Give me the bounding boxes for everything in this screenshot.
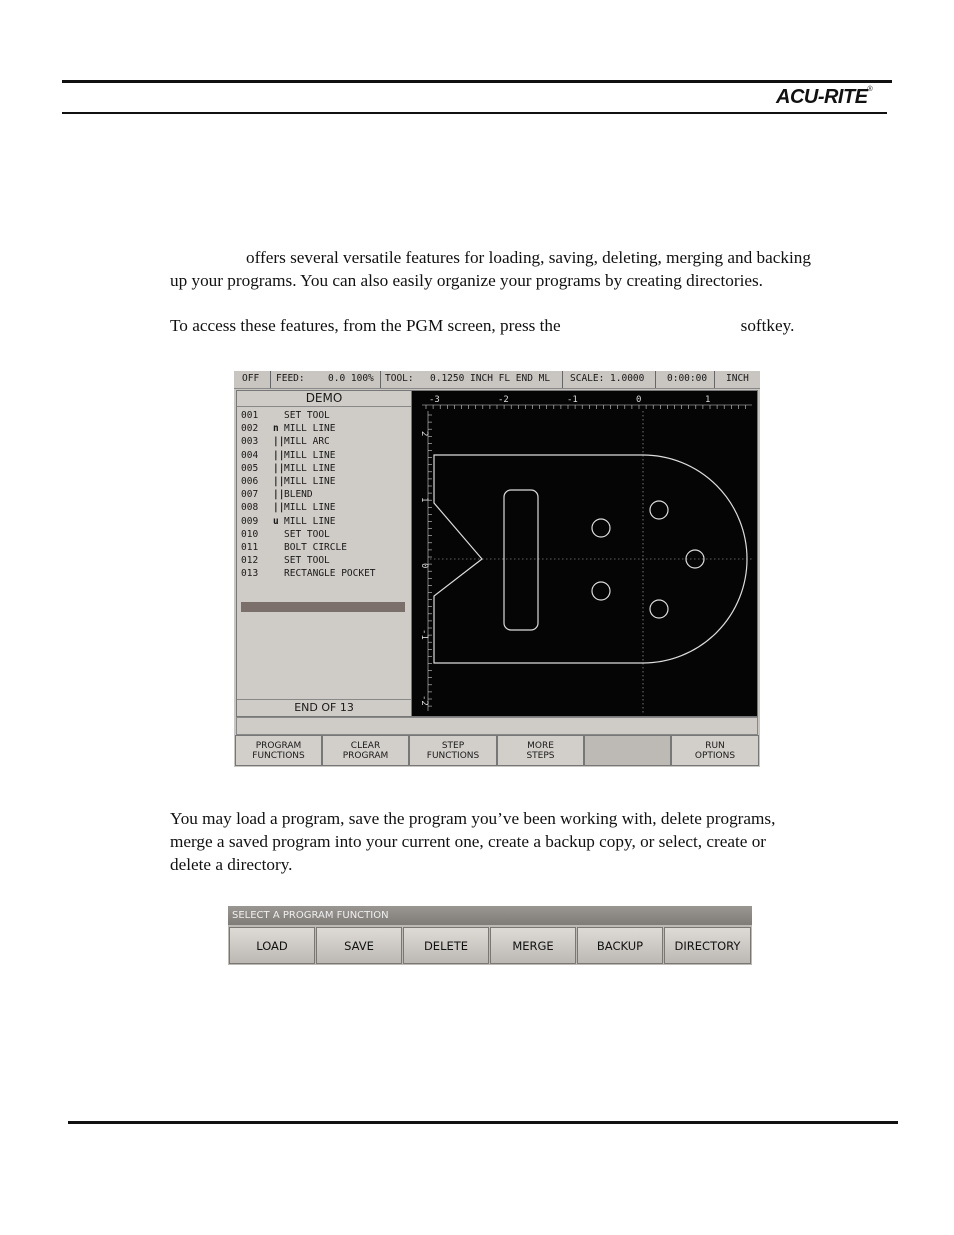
- step-marker: ||: [273, 436, 285, 448]
- program-step-row[interactable]: [241, 488, 376, 501]
- step-name: MILL LINE: [284, 423, 336, 435]
- step-marker: u: [273, 515, 279, 527]
- step-number: 001: [241, 410, 259, 421]
- x-ruler-label: 0: [636, 395, 642, 405]
- program-title: DEMO: [237, 391, 411, 407]
- step-name: MILL ARC: [284, 436, 330, 448]
- access-text-after: softkey.: [740, 316, 795, 335]
- program-step-row[interactable]: [241, 409, 376, 422]
- program-step-row[interactable]: [241, 541, 376, 554]
- step-name: MILL LINE: [284, 449, 336, 461]
- graphics-view: [411, 390, 758, 717]
- softkey-clear-program[interactable]: CLEAR PROGRAM: [322, 735, 409, 766]
- y-ruler-label: -1: [419, 629, 429, 640]
- access-text-before: To access these features, from the PGM screen, press the: [170, 316, 561, 335]
- status-units: INCH: [726, 373, 749, 384]
- step-number: 006: [241, 475, 259, 487]
- footer-rule: [68, 1121, 898, 1124]
- program-step-row[interactable]: [241, 528, 376, 541]
- functions-line-2: merge a saved program into your current one, create a backup copy, or select, create or: [170, 832, 767, 851]
- step-name: SET TOOL: [284, 528, 330, 540]
- part-geometry-drawing: [412, 391, 757, 716]
- status-tool-value: 0.1250 INCH FL END ML: [430, 373, 551, 384]
- step-number: 009: [241, 515, 259, 527]
- status-feed-value: 0.0 100%: [328, 373, 374, 384]
- status-time: 0:00:00: [667, 373, 708, 384]
- program-step-row[interactable]: [241, 567, 376, 580]
- status-feed-label: FEED:: [276, 373, 305, 384]
- program-step-row[interactable]: [241, 475, 376, 488]
- y-ruler-label: 2: [419, 431, 429, 437]
- y-ruler-label: 0: [419, 563, 429, 569]
- step-number: 007: [241, 489, 259, 501]
- pgm-screen: [234, 371, 760, 767]
- step-name: BOLT CIRCLE: [284, 541, 347, 553]
- rectangle-pocket: [504, 490, 538, 630]
- hole-2: [592, 582, 610, 600]
- step-name: SET TOOL: [284, 555, 330, 567]
- softkey-run-options[interactable]: RUN OPTIONS: [671, 735, 759, 766]
- top-ruler-labels: [429, 395, 710, 405]
- y-ruler-label: 1: [419, 497, 429, 503]
- step-name: MILL LINE: [284, 515, 336, 527]
- program-function-prompt: SELECT A PROGRAM FUNCTION: [228, 906, 752, 925]
- status-bar: [234, 371, 760, 389]
- step-name: RECTANGLE POCKET: [284, 568, 376, 580]
- functions-line-3: delete a directory.: [170, 855, 293, 874]
- program-end-label: END OF 13: [237, 699, 411, 716]
- selected-row-highlight[interactable]: [241, 602, 405, 612]
- acu-rite-logo: ACU-RITE®: [776, 86, 873, 108]
- bolt-hole-3: [650, 600, 668, 618]
- functions-paragraph: [170, 807, 880, 876]
- step-number: 011: [241, 541, 259, 553]
- access-paragraph: [170, 314, 880, 337]
- x-ruler-label: 1: [705, 395, 711, 405]
- x-ruler-label: -1: [567, 395, 578, 405]
- step-name: MILL LINE: [284, 475, 336, 487]
- program-step-row[interactable]: [241, 501, 376, 514]
- softkey-program-functions[interactable]: PROGRAM FUNCTIONS: [235, 735, 322, 766]
- step-number: 010: [241, 528, 259, 540]
- functions-line-1: You may load a program, save the program you’ve been working with, delete programs,: [170, 809, 776, 828]
- header-rule-top: [62, 80, 892, 83]
- hole-1: [592, 519, 610, 537]
- step-number: 005: [241, 462, 259, 474]
- softkey-step-functions[interactable]: STEP FUNCTIONS: [409, 735, 497, 766]
- y-ruler-label: -2: [419, 695, 429, 706]
- status-tool-label: TOOL:: [385, 373, 414, 384]
- top-ruler-ticks: [426, 405, 746, 409]
- program-step-row[interactable]: [241, 462, 376, 475]
- x-ruler-label: -3: [429, 395, 440, 405]
- header-rule-bottom: [62, 112, 887, 114]
- softkey-more-steps[interactable]: MORE STEPS: [497, 735, 584, 766]
- left-ruler-labels: [419, 431, 429, 706]
- message-bar: [236, 717, 758, 735]
- step-number: 002: [241, 423, 259, 435]
- program-step-row[interactable]: [241, 515, 376, 528]
- step-name: SET TOOL: [284, 410, 330, 421]
- step-marker: ||: [273, 502, 285, 514]
- program-step-row[interactable]: [241, 554, 376, 567]
- program-list-panel: [236, 390, 412, 717]
- program-step-row[interactable]: [241, 422, 376, 435]
- step-marker: ||: [273, 475, 285, 487]
- status-mode: OFF: [242, 373, 260, 384]
- step-number: 008: [241, 502, 259, 514]
- x-ruler-label: -2: [498, 395, 509, 405]
- backup-button[interactable]: BACKUP: [577, 927, 663, 964]
- intro-paragraph: [170, 246, 880, 292]
- load-button[interactable]: LOAD: [229, 927, 315, 964]
- intro-line-1: offers several versatile features for loading, saving, deleting, merging and backing: [246, 248, 811, 267]
- step-number: 013: [241, 568, 259, 580]
- bolt-hole-1: [650, 501, 668, 519]
- step-marker: n: [273, 423, 279, 435]
- step-number: 003: [241, 436, 259, 448]
- softkey-bar: [234, 735, 760, 767]
- program-function-screen: [228, 906, 752, 965]
- program-function-softkeys: [228, 927, 752, 965]
- merge-button[interactable]: MERGE: [490, 927, 576, 964]
- step-name: MILL LINE: [284, 502, 336, 514]
- step-marker: ||: [273, 489, 285, 501]
- program-step-row[interactable]: [241, 435, 376, 448]
- step-number: 012: [241, 555, 259, 567]
- intro-line-2: up your programs. You can also easily organize your programs by creating directories.: [170, 271, 763, 290]
- program-step-row[interactable]: [241, 449, 376, 462]
- status-scale: SCALE: 1.0000: [570, 373, 645, 384]
- softkey-blank[interactable]: [584, 735, 671, 766]
- directory-button[interactable]: DIRECTORY: [664, 927, 751, 964]
- left-ruler-ticks: [428, 415, 432, 706]
- step-number: 004: [241, 449, 259, 461]
- delete-button[interactable]: DELETE: [403, 927, 489, 964]
- step-marker: ||: [273, 462, 285, 474]
- step-name: MILL LINE: [284, 462, 336, 474]
- step-name: BLEND: [284, 489, 313, 501]
- program-steps: [241, 409, 376, 580]
- step-marker: ||: [273, 449, 285, 461]
- save-button[interactable]: SAVE: [316, 927, 402, 964]
